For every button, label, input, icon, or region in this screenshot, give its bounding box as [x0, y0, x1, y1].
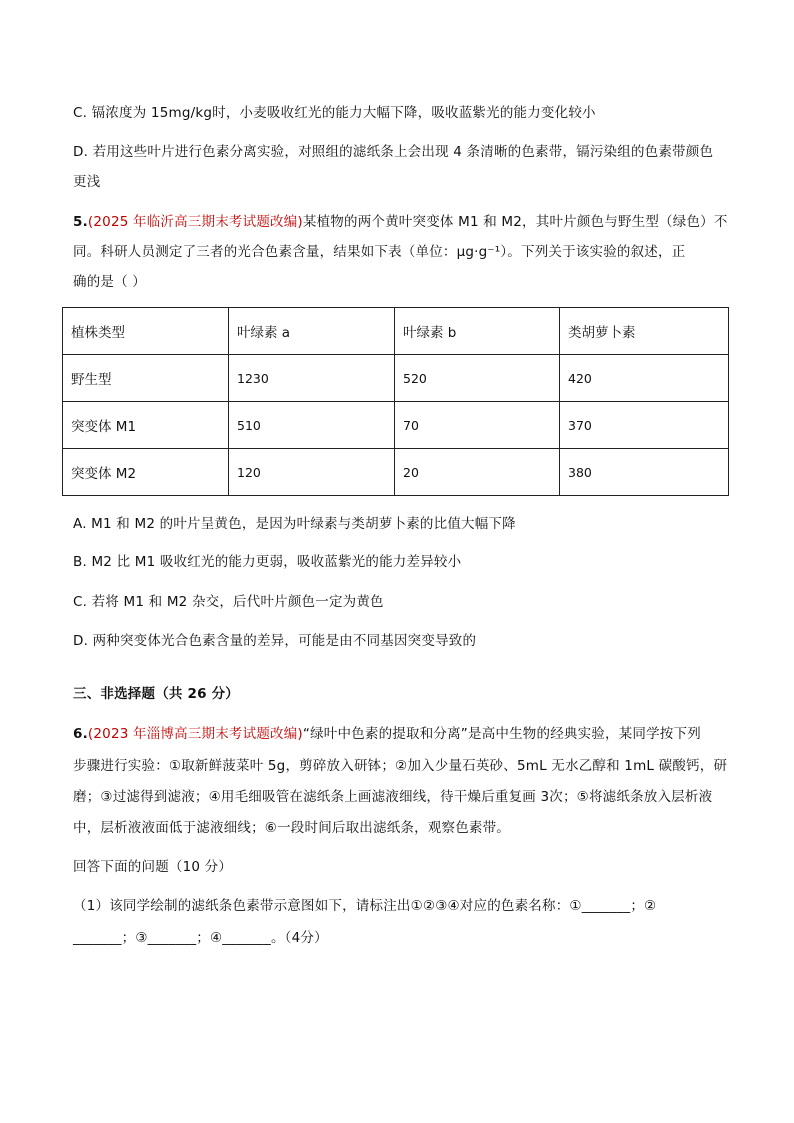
q6-stem-line3: 磨；③过滤得到滤液；④用毛细吸管在滤纸条上画滤液细线，待干燥后重复画 3次；⑤将滤纸条放入层析液	[73, 789, 713, 805]
q6-sub1-line1: （1）该同学绘制的滤纸条色素带示意图如下，请标注出①②③④对应的色素名称：①_______；②	[73, 898, 657, 914]
q5-option-a: A. M1 和 M2 的叶片呈黄色，是因为叶绿素与类胡萝卜素的比值大幅下降	[73, 516, 516, 532]
table-cell: 380	[560, 449, 729, 496]
q6-stem-line4: 中，层析液液面低于滤液细线；⑥一段时间后取出滤纸条，观察色素带。	[73, 820, 511, 836]
table-header-row	[63, 308, 729, 355]
q4-option-c: C. 镉浓度为 15mg/kg时，小麦吸收红光的能力大幅下降，吸收蓝紫光的能力变化较小	[73, 105, 596, 121]
q6-source: (2023 年淄博高三期末考试题改编)	[87, 726, 303, 742]
q6-stem-text1: “绿叶中色素的提取和分离”是高中生物的经典实验，某同学按下列	[302, 726, 701, 742]
table-cell: 420	[560, 355, 729, 402]
table-cell: 野生型	[63, 355, 229, 402]
q5-option-c: C. 若将 M1 和 M2 杂交，后代叶片颜色一定为黄色	[73, 594, 384, 610]
table-row	[63, 449, 729, 496]
section-title: 三、非选择题（共 26 分）	[73, 686, 239, 702]
table-header-cell: 叶绿素 b	[395, 308, 560, 355]
q5-stem-line1	[73, 212, 728, 232]
q6-sub1-line2: _______；③_______；④_______。（4分）	[73, 930, 328, 946]
table-cell: 1230	[229, 355, 395, 402]
table-header-cell: 植株类型	[63, 308, 229, 355]
table-cell: 510	[229, 402, 395, 449]
table-cell: 370	[560, 402, 729, 449]
table-header-cell: 叶绿素 a	[229, 308, 395, 355]
table-cell: 突变体 M1	[63, 402, 229, 449]
table-cell: 20	[395, 449, 560, 496]
q6-number: 6.	[73, 726, 88, 742]
q5-number: 5.	[73, 214, 88, 230]
table-row	[63, 402, 729, 449]
table-cell: 120	[229, 449, 395, 496]
q4-option-d-line2: 更浅	[73, 174, 101, 190]
table-header-cell: 类胡萝卜素	[560, 308, 729, 355]
q4-option-d-line1: D. 若用这些叶片进行色素分离实验，对照组的滤纸条上会出现 4 条清晰的色素带，镉污染组的色素带颜色	[73, 144, 714, 160]
q5-stem-line2: 同。科研人员测定了三者的光合色素含量，结果如下表（单位：μg·g⁻¹）。下列关于该实验的叙述，正	[73, 244, 686, 260]
q5-stem-line3: 确的是（ ）	[73, 274, 146, 290]
table-cell: 520	[395, 355, 560, 402]
table-row	[63, 355, 729, 402]
q5-option-b: B. M2 比 M1 吸收红光的能力更弱，吸收蓝紫光的能力差异较小	[73, 554, 462, 570]
q6-stem-line2: 步骤进行实验：①取新鲜菠菜叶 5g，剪碎放入研钵；②加入少量石英砂、5mL 无水乙醇和 1mL 碳酸钙，研	[73, 758, 728, 774]
q6-stem-line1	[73, 724, 701, 744]
table-cell: 70	[395, 402, 560, 449]
q5-source: (2025 年临沂高三期末考试题改编)	[87, 214, 303, 230]
q5-stem-text1: 某植物的两个黄叶突变体 M1 和 M2，其叶片颜色与野生型（绿色）不	[302, 214, 728, 230]
table-cell: 突变体 M2	[63, 449, 229, 496]
q5-option-d: D. 两种突变体光合色素含量的差异，可能是由不同基因突变导致的	[73, 633, 477, 649]
pigment-table	[62, 307, 729, 496]
q6-prompt: 回答下面的问题（10 分）	[73, 859, 233, 875]
